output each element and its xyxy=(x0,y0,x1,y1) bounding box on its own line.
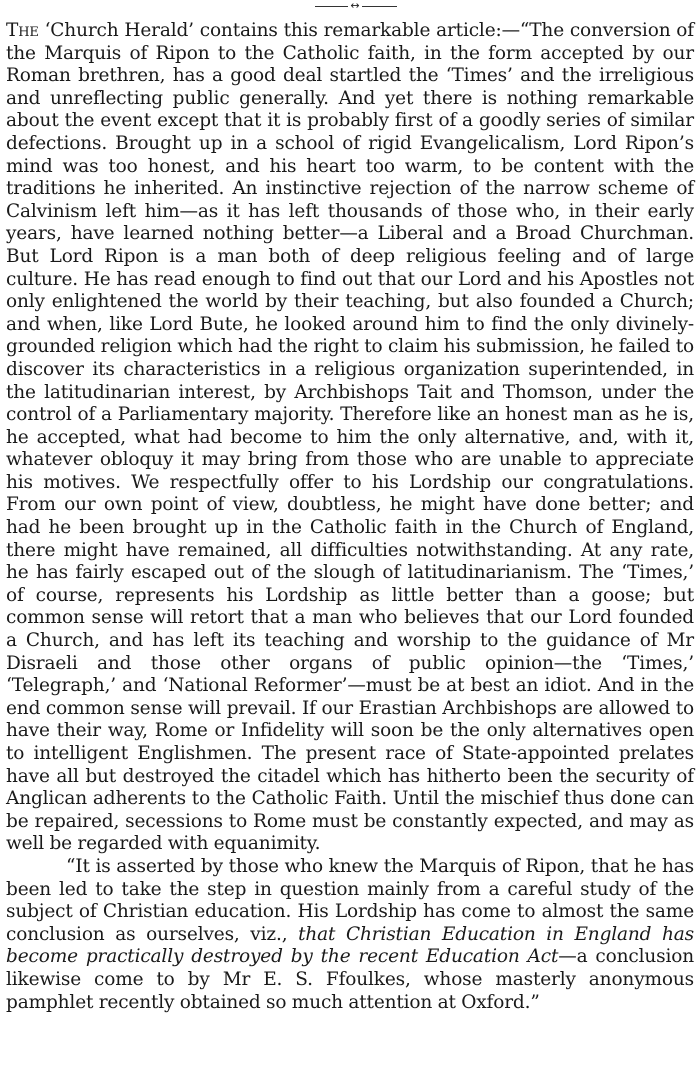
article-paragraph-2 xyxy=(6,856,694,1014)
ornament-icon: ↔ xyxy=(348,0,362,12)
paragraph-1-text: ‘Church Herald’ contains this remarkable article:—“The conversion of the Marquis of Ripon to the Catholic faith, in the form accepted by our Roman brethren, has a good deal startled the ‘Times’ and the irreligious and unreflecting public generally. And yet there is nothing remarkable about the event except that it is probably first of a goodly series of similar defections. Brought up in a school of rigid Evangelicalism, Lord Ripon’s mind was too honest, and his heart too warm, to be content with the traditions he inherited. An instinctive rejection of the narrow scheme of Calvinism left him—as it has left thousands of those who, in their early years, have learned nothing better—a Liberal and a Broad Churchman. But Lord Ripon is a man both of deep religious feeling and of large culture. He has read enough to find out that our Lord and his Apostles not only enlightened the world by their teaching, but also founded a Church; and when, like Lord Bute, he looked around him to find the only divinely-grounded religion which had the right to claim his submission, he failed to discover its characteristics in a religious organization superintended, in the latitudinarian interest, by Archbishops Tait and Thomson, under the control of a Parliamentary majority. Therefore like an honest man as he is, he accepted, what had become to him the only alternative, and, with it, whatever obloquy it may bring from those who are unable to appreciate his motives. We respectfully offer to his Lordship our congratulations. From our own point of view, doubtless, he might have done better; and had he been brought up in the Catholic faith in the Church of England, there might have remained, all difficulties notwithstanding. At any rate, he has fairly escaped out of the slough of latitudinarianism. The ‘Times,’ of course, represents his Lordship as little better than a goose; but common sense will retort that a man who believes that our Lord founded a Church, and has left its teaching and worship to the guidance of Mr Disraeli and those other organs of public opinion—the ‘Times,’ ‘Telegraph,’ and ‘National Reformer’—must be at best an idiot. And in the end common sense will prevail. If our Erastian Archbishops are allowed to have their way, Rome or Infidelity will soon be the only alternatives open to intelligent Englishmen. The present race of State-appointed prelates have all but destroyed the citadel which has hitherto been the security of Anglican adherents to the Catholic Faith. Until the mischief thus done can be repaired, secessions to Rome must be constantly expected, and may as well be regarded with equanimity. xyxy=(6,20,694,855)
paragraph-2-italic: that Christian Education in England has become practically destroyed by the recent Education Act xyxy=(6,923,695,968)
article-paragraph-1 xyxy=(6,20,694,856)
article-body xyxy=(6,20,694,1014)
paragraph-2-text-before: “It is asserted by those who knew the Marquis of Ripon, that he has been led to take the step in question mainly from a careful study of the subject of Christian education. His Lordship has come to almost the same conclusion as ourselves, viz., xyxy=(6,855,694,945)
paragraph-2-text-after: —a conclusion likewise come to by Mr E. S. Ffoulkes, whose masterly anonymous pamphlet recently obtained so much attention at Oxford.” xyxy=(6,946,694,1013)
lead-word: The xyxy=(6,20,39,41)
